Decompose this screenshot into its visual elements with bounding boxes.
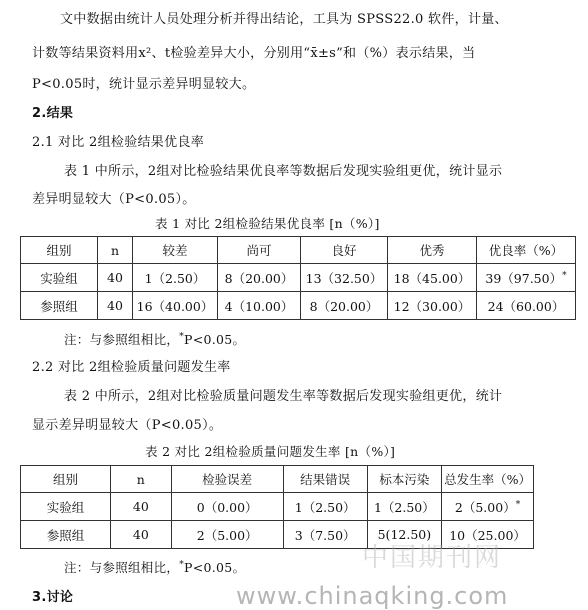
table-cell: 10（25.00） xyxy=(442,521,534,549)
table-2-header-row xyxy=(21,466,534,493)
table-cell: 12（30.00） xyxy=(388,292,477,320)
table-1-header-cell: 优良率（%） xyxy=(477,237,576,264)
intro-line-2: 计数等结果资料用x²、t检验差异大小，分别用“x̄±s”和（%）表示结果，当 xyxy=(32,46,476,61)
table-2-caption: 表 2 对比 2组检验质量问题发生率 [n（%）] xyxy=(145,444,396,459)
table-1-header-cell: 组别 xyxy=(21,237,98,264)
table-cell: 1（2.50） xyxy=(283,493,367,521)
subsection-2-1-paragraph-line-1: 表 1 中所示，2组对比检验结果优良率等数据后发现实验组更优，统计显示 xyxy=(64,164,503,179)
table-cell xyxy=(442,493,534,521)
table-cell: 5(12.50) xyxy=(367,521,442,549)
table-cell: 0（0.00） xyxy=(171,493,283,521)
table-cell: 8（20.00） xyxy=(301,292,388,320)
table-row xyxy=(21,292,576,320)
table-cell-value: 39（97.50） xyxy=(485,270,563,286)
subsection-2-2-title: 2.2 对比 2组检验质量问题发生率 xyxy=(32,360,231,375)
table-1-note-text: 注：与参照组相比， xyxy=(64,332,180,347)
table-cell: 参照组 xyxy=(21,521,111,549)
table-row xyxy=(21,264,576,292)
table-2-header-cell: 结果错误 xyxy=(283,466,367,493)
table-cell: 4（10.00） xyxy=(218,292,301,320)
discussion-heading: 3.讨论 xyxy=(32,590,74,605)
watermark-url: www.chinaqking.com xyxy=(236,582,509,610)
table-cell: 3（7.50） xyxy=(283,521,367,549)
table-cell xyxy=(477,264,576,292)
table-cell: 13（32.50） xyxy=(301,264,388,292)
table-1-header-cell: 尚可 xyxy=(218,237,301,264)
table-cell: 1（2.50） xyxy=(133,264,218,292)
significance-marker: * xyxy=(179,331,185,342)
table-cell: 1（2.50） xyxy=(367,493,442,521)
significance-marker: * xyxy=(179,559,185,570)
table-cell-value: 2（5.00） xyxy=(454,499,516,515)
table-cell: 40 xyxy=(98,292,133,320)
table-2-header-cell: 总发生率（%） xyxy=(442,466,534,493)
subsection-2-2-paragraph-line-2: 显示差异明显较大（P<0.05）。 xyxy=(32,418,223,433)
table-cell: 40 xyxy=(98,264,133,292)
table-2-note-text: 注：与参照组相比， xyxy=(64,560,180,575)
table-1-header-cell: 优秀 xyxy=(388,237,477,264)
table-cell: 24（60.00） xyxy=(477,292,576,320)
results-heading: 2.结果 xyxy=(32,106,74,121)
table-cell: 40 xyxy=(111,493,172,521)
table-cell: 18（45.00） xyxy=(388,264,477,292)
table-1-header-cell: n xyxy=(98,237,133,264)
subsection-2-1-paragraph-line-2: 差异明显较大（P<0.05）。 xyxy=(32,192,196,207)
table-cell: 40 xyxy=(111,521,172,549)
table-1-note xyxy=(64,330,245,348)
intro-line-3: P<0.05时，统计显示差异明显较大。 xyxy=(32,77,256,92)
table-2-header-cell: n xyxy=(111,466,172,493)
table-1-caption: 表 1 对比 2组检验结果优良率 [n（%）] xyxy=(155,216,380,231)
significance-marker: * xyxy=(562,270,567,281)
table-cell: 16（40.00） xyxy=(133,292,218,320)
table-cell: 实验组 xyxy=(21,264,98,292)
table-1-header-row xyxy=(21,237,576,264)
subsection-2-2-paragraph-line-1: 表 2 中所示，2组对比检验质量问题发生率等数据后发现实验组更优，统计 xyxy=(64,389,503,404)
subsection-2-1-title: 2.1 对比 2组检验结果优良率 xyxy=(32,135,205,150)
table-2-note-tail: P<0.05。 xyxy=(184,560,246,575)
table-2-header-cell: 标本污染 xyxy=(367,466,442,493)
table-row xyxy=(21,493,534,521)
watermark-cn: 中国期刊网 xyxy=(362,543,503,573)
significance-marker: * xyxy=(515,499,521,510)
table-cell: 实验组 xyxy=(21,493,111,521)
table-cell: 2（5.00） xyxy=(171,521,283,549)
table-2-header-cell: 检验误差 xyxy=(171,466,283,493)
table-cell: 8（20.00） xyxy=(218,264,301,292)
table-cell: 参照组 xyxy=(21,292,98,320)
table-1-note-tail: P<0.05。 xyxy=(184,332,246,347)
table-2-note xyxy=(64,558,245,576)
intro-line-1: 文中数据由统计人员处理分析并得出结论，工具为 SPSS22.0 软件，计量、 xyxy=(60,12,508,27)
table-1-header-cell: 较差 xyxy=(133,237,218,264)
table-1 xyxy=(20,236,576,320)
table-2-header-cell: 组别 xyxy=(21,466,111,493)
table-1-header-cell: 良好 xyxy=(301,237,388,264)
